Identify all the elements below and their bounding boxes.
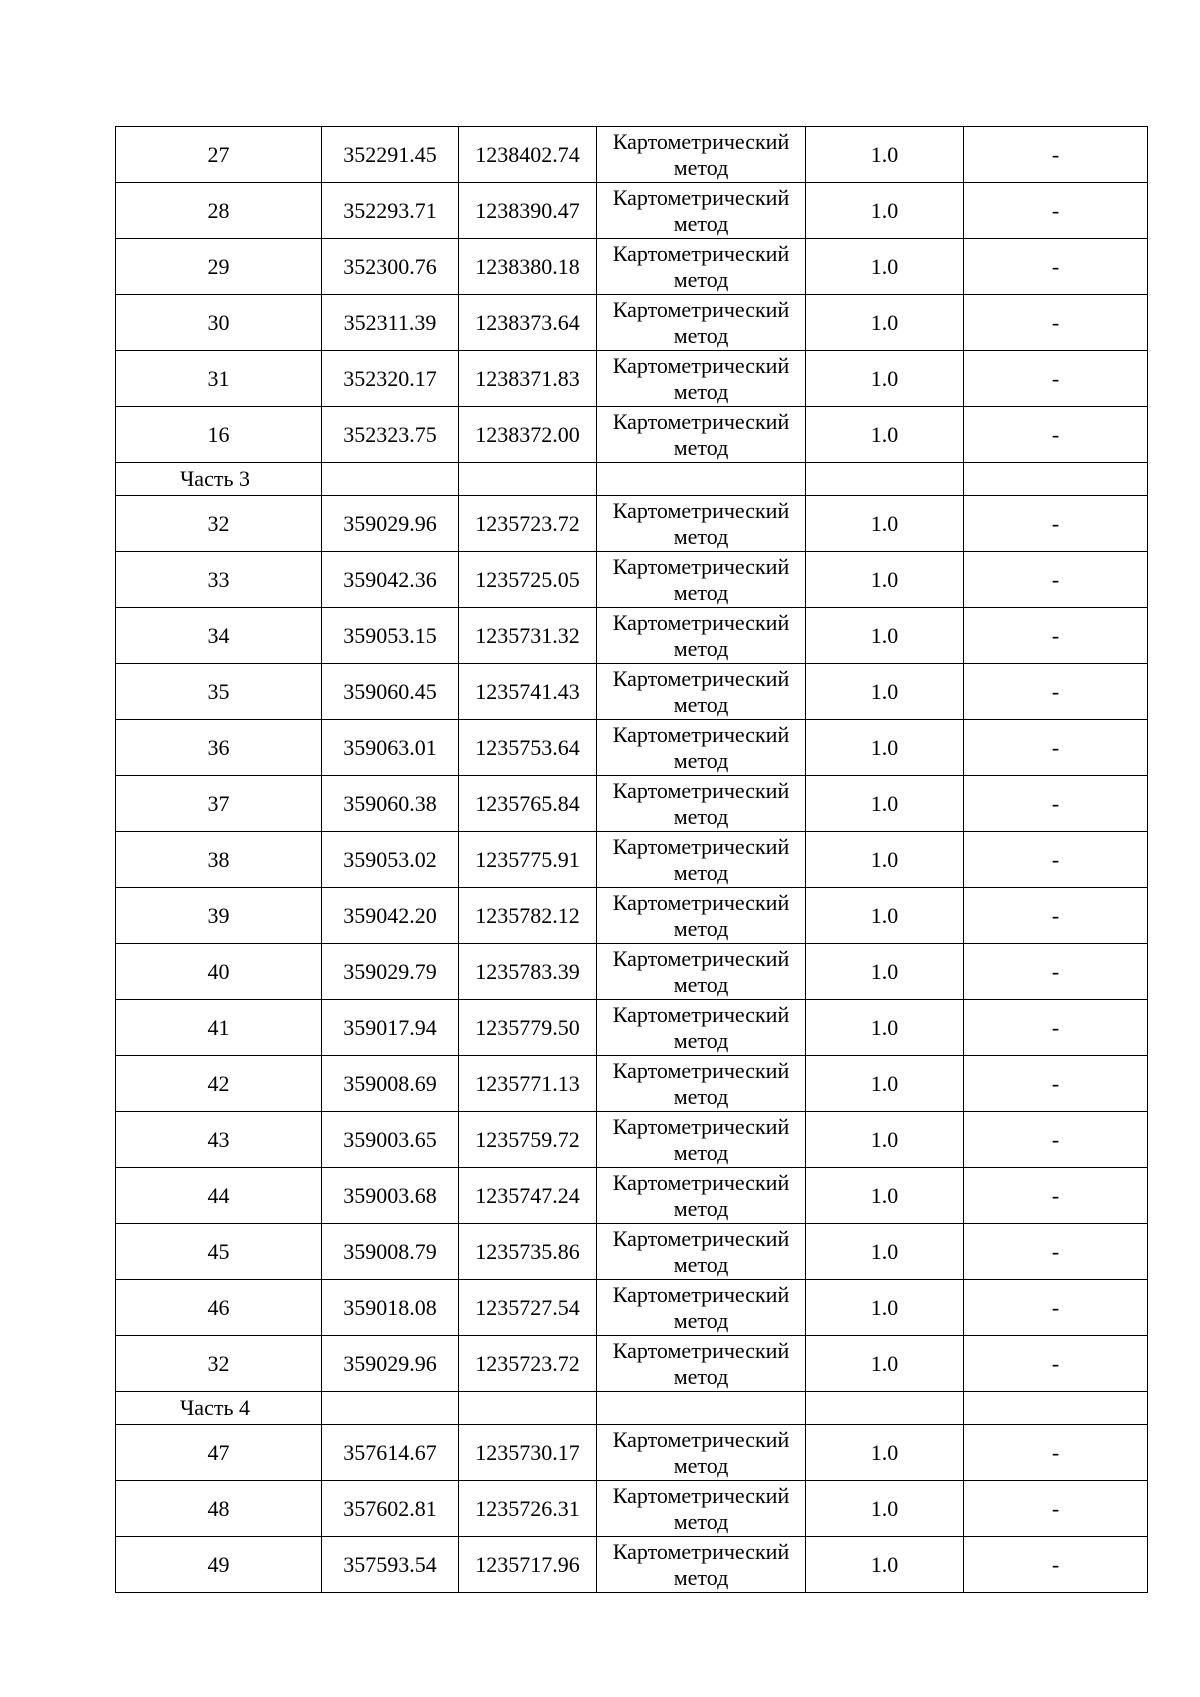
y-coordinate-cell: 1235765.84	[459, 776, 597, 832]
accuracy-cell: 1.0	[806, 832, 964, 888]
x-coordinate-cell: 359008.79	[322, 1224, 459, 1280]
method-text-line1: Картометрический	[612, 352, 790, 378]
point-number-cell: 31	[116, 351, 322, 407]
method-cell	[597, 720, 806, 776]
method-text-line2: метод	[673, 1027, 729, 1053]
x-coordinate-cell: 359029.79	[322, 944, 459, 1000]
method-text-line1: Картометрический	[612, 240, 790, 266]
method-text-line1: Картометрический	[612, 1281, 790, 1307]
note-cell: -	[964, 496, 1148, 552]
note-cell: -	[964, 295, 1148, 351]
y-coordinate-cell: 1235727.54	[459, 1280, 597, 1336]
method-text-line2: метод	[673, 1564, 729, 1590]
method-text-line2: метод	[673, 1139, 729, 1165]
table-row	[116, 183, 1148, 239]
note-cell: -	[964, 183, 1148, 239]
y-coordinate-cell: 1235759.72	[459, 1112, 597, 1168]
y-coordinate-cell: 1238402.74	[459, 127, 597, 183]
y-coordinate-cell: 1238373.64	[459, 295, 597, 351]
y-coordinate-cell: 1238390.47	[459, 183, 597, 239]
accuracy-cell: 1.0	[806, 1056, 964, 1112]
x-coordinate-cell: 352323.75	[322, 407, 459, 463]
method-cell	[597, 127, 806, 183]
table-row	[116, 1280, 1148, 1336]
point-number-cell: 32	[116, 1336, 322, 1392]
method-text-line1: Картометрический	[612, 1057, 790, 1083]
note-cell: -	[964, 1280, 1148, 1336]
note-cell: -	[964, 1000, 1148, 1056]
table-row	[116, 720, 1148, 776]
y-coordinate-cell: 1235775.91	[459, 832, 597, 888]
point-number-cell: 46	[116, 1280, 322, 1336]
accuracy-cell: 1.0	[806, 888, 964, 944]
y-coordinate-cell: 1235717.96	[459, 1537, 597, 1593]
note-cell: -	[964, 608, 1148, 664]
method-text-line1: Картометрический	[612, 889, 790, 915]
note-cell: -	[964, 1056, 1148, 1112]
x-coordinate-cell: 357602.81	[322, 1481, 459, 1537]
x-coordinate-cell: 359060.38	[322, 776, 459, 832]
method-cell	[597, 1112, 806, 1168]
method-text-line1: Картометрический	[612, 1426, 790, 1452]
note-cell: -	[964, 664, 1148, 720]
method-text-line2: метод	[673, 1307, 729, 1333]
x-coordinate-cell: 359060.45	[322, 664, 459, 720]
x-coordinate-cell: 352311.39	[322, 295, 459, 351]
method-cell	[597, 1056, 806, 1112]
method-text-line1: Картометрический	[612, 497, 790, 523]
accuracy-cell: 1.0	[806, 295, 964, 351]
method-cell	[597, 1168, 806, 1224]
method-cell	[597, 776, 806, 832]
accuracy-cell: 1.0	[806, 1168, 964, 1224]
y-coordinate-cell: 1235725.05	[459, 552, 597, 608]
note-cell: -	[964, 1537, 1148, 1593]
accuracy-cell: 1.0	[806, 608, 964, 664]
table-row	[116, 1168, 1148, 1224]
method-cell	[597, 664, 806, 720]
method-text-line2: метод	[673, 915, 729, 941]
method-text-line2: метод	[673, 859, 729, 885]
x-coordinate-cell: 359029.96	[322, 1336, 459, 1392]
empty-cell	[597, 1392, 806, 1425]
x-coordinate-cell: 359003.65	[322, 1112, 459, 1168]
point-number-cell: 29	[116, 239, 322, 295]
empty-cell	[459, 1392, 597, 1425]
empty-cell	[964, 463, 1148, 496]
method-text-line1: Картометрический	[612, 184, 790, 210]
table-row	[116, 888, 1148, 944]
note-cell: -	[964, 720, 1148, 776]
accuracy-cell: 1.0	[806, 239, 964, 295]
method-text-line2: метод	[673, 971, 729, 997]
note-cell: -	[964, 1224, 1148, 1280]
accuracy-cell: 1.0	[806, 552, 964, 608]
point-number-cell: 36	[116, 720, 322, 776]
accuracy-cell: 1.0	[806, 664, 964, 720]
method-text-line2: метод	[673, 322, 729, 348]
empty-cell	[597, 463, 806, 496]
point-number-cell: 37	[116, 776, 322, 832]
empty-cell	[322, 463, 459, 496]
coordinates-table	[115, 126, 1148, 1593]
y-coordinate-cell: 1235723.72	[459, 1336, 597, 1392]
y-coordinate-cell: 1238371.83	[459, 351, 597, 407]
table-row	[116, 608, 1148, 664]
method-text-line2: метод	[673, 523, 729, 549]
method-cell	[597, 295, 806, 351]
method-cell	[597, 1425, 806, 1481]
table-row	[116, 776, 1148, 832]
point-number-cell: 33	[116, 552, 322, 608]
point-number-cell: 34	[116, 608, 322, 664]
accuracy-cell: 1.0	[806, 720, 964, 776]
accuracy-cell: 1.0	[806, 407, 964, 463]
method-text-line1: Картометрический	[612, 1482, 790, 1508]
table-row	[116, 295, 1148, 351]
method-text-line1: Картометрический	[612, 721, 790, 747]
point-number-cell: 42	[116, 1056, 322, 1112]
accuracy-cell: 1.0	[806, 944, 964, 1000]
method-text-line2: метод	[673, 154, 729, 180]
y-coordinate-cell: 1235741.43	[459, 664, 597, 720]
method-text-line1: Картометрический	[612, 296, 790, 322]
table-row	[116, 832, 1148, 888]
accuracy-cell: 1.0	[806, 1280, 964, 1336]
point-number-cell: 28	[116, 183, 322, 239]
x-coordinate-cell: 359003.68	[322, 1168, 459, 1224]
section-label: Часть 4	[116, 1392, 322, 1425]
method-cell	[597, 888, 806, 944]
method-text-line2: метод	[673, 803, 729, 829]
point-number-cell: 45	[116, 1224, 322, 1280]
table-row	[116, 552, 1148, 608]
accuracy-cell: 1.0	[806, 127, 964, 183]
method-cell	[597, 832, 806, 888]
note-cell: -	[964, 552, 1148, 608]
y-coordinate-cell: 1235783.39	[459, 944, 597, 1000]
y-coordinate-cell: 1238372.00	[459, 407, 597, 463]
method-text-line1: Картометрический	[612, 833, 790, 859]
method-text-line2: метод	[673, 691, 729, 717]
method-text-line1: Картометрический	[612, 609, 790, 635]
x-coordinate-cell: 359063.01	[322, 720, 459, 776]
table-row	[116, 1224, 1148, 1280]
point-number-cell: 38	[116, 832, 322, 888]
method-text-line1: Картометрический	[612, 777, 790, 803]
x-coordinate-cell: 357593.54	[322, 1537, 459, 1593]
x-coordinate-cell: 352293.71	[322, 183, 459, 239]
note-cell: -	[964, 1481, 1148, 1537]
point-number-cell: 47	[116, 1425, 322, 1481]
empty-cell	[322, 1392, 459, 1425]
method-text-line2: метод	[673, 1452, 729, 1478]
y-coordinate-cell: 1235779.50	[459, 1000, 597, 1056]
x-coordinate-cell: 359029.96	[322, 496, 459, 552]
method-text-line1: Картометрический	[612, 1337, 790, 1363]
y-coordinate-cell: 1235735.86	[459, 1224, 597, 1280]
y-coordinate-cell: 1235747.24	[459, 1168, 597, 1224]
empty-cell	[964, 1392, 1148, 1425]
empty-cell	[806, 1392, 964, 1425]
table-row	[116, 239, 1148, 295]
method-cell	[597, 183, 806, 239]
method-cell	[597, 552, 806, 608]
method-cell	[597, 351, 806, 407]
table-row	[116, 1481, 1148, 1537]
method-text-line2: метод	[673, 434, 729, 460]
point-number-cell: 43	[116, 1112, 322, 1168]
x-coordinate-cell: 359053.02	[322, 832, 459, 888]
x-coordinate-cell: 352291.45	[322, 127, 459, 183]
x-coordinate-cell: 359017.94	[322, 1000, 459, 1056]
table-row	[116, 127, 1148, 183]
note-cell: -	[964, 888, 1148, 944]
table-row	[116, 664, 1148, 720]
method-cell	[597, 1280, 806, 1336]
point-number-cell: 39	[116, 888, 322, 944]
method-cell	[597, 239, 806, 295]
y-coordinate-cell: 1235753.64	[459, 720, 597, 776]
x-coordinate-cell: 352300.76	[322, 239, 459, 295]
method-text-line1: Картометрический	[612, 553, 790, 579]
accuracy-cell: 1.0	[806, 1112, 964, 1168]
y-coordinate-cell: 1235726.31	[459, 1481, 597, 1537]
method-text-line1: Картометрический	[612, 1001, 790, 1027]
method-cell	[597, 407, 806, 463]
section-label: Часть 3	[116, 463, 322, 496]
accuracy-cell: 1.0	[806, 1224, 964, 1280]
method-text-line2: метод	[673, 1508, 729, 1534]
method-cell	[597, 1336, 806, 1392]
y-coordinate-cell: 1235782.12	[459, 888, 597, 944]
method-cell	[597, 1224, 806, 1280]
y-coordinate-cell: 1235730.17	[459, 1425, 597, 1481]
accuracy-cell: 1.0	[806, 1425, 964, 1481]
table-row	[116, 1336, 1148, 1392]
point-number-cell: 44	[116, 1168, 322, 1224]
note-cell: -	[964, 832, 1148, 888]
note-cell: -	[964, 127, 1148, 183]
method-text-line2: метод	[673, 1195, 729, 1221]
note-cell: -	[964, 239, 1148, 295]
method-text-line2: метод	[673, 579, 729, 605]
point-number-cell: 49	[116, 1537, 322, 1593]
y-coordinate-cell: 1235731.32	[459, 608, 597, 664]
method-text-line2: метод	[673, 1363, 729, 1389]
note-cell: -	[964, 351, 1148, 407]
method-text-line1: Картометрический	[612, 665, 790, 691]
point-number-cell: 27	[116, 127, 322, 183]
accuracy-cell: 1.0	[806, 183, 964, 239]
method-cell	[597, 496, 806, 552]
accuracy-cell: 1.0	[806, 776, 964, 832]
table-row	[116, 1056, 1148, 1112]
note-cell: -	[964, 1112, 1148, 1168]
table-row	[116, 496, 1148, 552]
method-text-line1: Картометрический	[612, 1225, 790, 1251]
point-number-cell: 35	[116, 664, 322, 720]
method-text-line2: метод	[673, 378, 729, 404]
empty-cell	[806, 463, 964, 496]
y-coordinate-cell: 1235723.72	[459, 496, 597, 552]
accuracy-cell: 1.0	[806, 496, 964, 552]
method-text-line1: Картометрический	[612, 1538, 790, 1564]
table-row	[116, 407, 1148, 463]
table-row	[116, 944, 1148, 1000]
point-number-cell: 30	[116, 295, 322, 351]
method-text-line2: метод	[673, 266, 729, 292]
section-header-row	[116, 463, 1148, 496]
point-number-cell: 41	[116, 1000, 322, 1056]
note-cell: -	[964, 407, 1148, 463]
accuracy-cell: 1.0	[806, 1336, 964, 1392]
empty-cell	[459, 463, 597, 496]
note-cell: -	[964, 944, 1148, 1000]
method-text-line2: метод	[673, 635, 729, 661]
method-cell	[597, 944, 806, 1000]
point-number-cell: 48	[116, 1481, 322, 1537]
method-text-line2: метод	[673, 1083, 729, 1109]
accuracy-cell: 1.0	[806, 351, 964, 407]
point-number-cell: 40	[116, 944, 322, 1000]
x-coordinate-cell: 359042.36	[322, 552, 459, 608]
method-cell	[597, 1000, 806, 1056]
accuracy-cell: 1.0	[806, 1537, 964, 1593]
method-text-line1: Картометрический	[612, 128, 790, 154]
note-cell: -	[964, 1425, 1148, 1481]
section-header-row	[116, 1392, 1148, 1425]
method-text-line2: метод	[673, 747, 729, 773]
method-text-line1: Картометрический	[612, 1113, 790, 1139]
table-row	[116, 1537, 1148, 1593]
x-coordinate-cell: 359018.08	[322, 1280, 459, 1336]
point-number-cell: 16	[116, 407, 322, 463]
y-coordinate-cell: 1238380.18	[459, 239, 597, 295]
x-coordinate-cell: 357614.67	[322, 1425, 459, 1481]
table-row	[116, 1000, 1148, 1056]
accuracy-cell: 1.0	[806, 1000, 964, 1056]
method-cell	[597, 1481, 806, 1537]
note-cell: -	[964, 776, 1148, 832]
x-coordinate-cell: 359053.15	[322, 608, 459, 664]
x-coordinate-cell: 352320.17	[322, 351, 459, 407]
method-text-line1: Картометрический	[612, 945, 790, 971]
method-text-line2: метод	[673, 1251, 729, 1277]
point-number-cell: 32	[116, 496, 322, 552]
x-coordinate-cell: 359042.20	[322, 888, 459, 944]
method-cell	[597, 1537, 806, 1593]
x-coordinate-cell: 359008.69	[322, 1056, 459, 1112]
y-coordinate-cell: 1235771.13	[459, 1056, 597, 1112]
coordinates-table-body	[116, 127, 1148, 1593]
note-cell: -	[964, 1168, 1148, 1224]
note-cell: -	[964, 1336, 1148, 1392]
method-text-line1: Картометрический	[612, 408, 790, 434]
accuracy-cell: 1.0	[806, 1481, 964, 1537]
table-row	[116, 351, 1148, 407]
method-cell	[597, 608, 806, 664]
method-text-line2: метод	[673, 210, 729, 236]
method-text-line1: Картометрический	[612, 1169, 790, 1195]
table-row	[116, 1425, 1148, 1481]
table-row	[116, 1112, 1148, 1168]
